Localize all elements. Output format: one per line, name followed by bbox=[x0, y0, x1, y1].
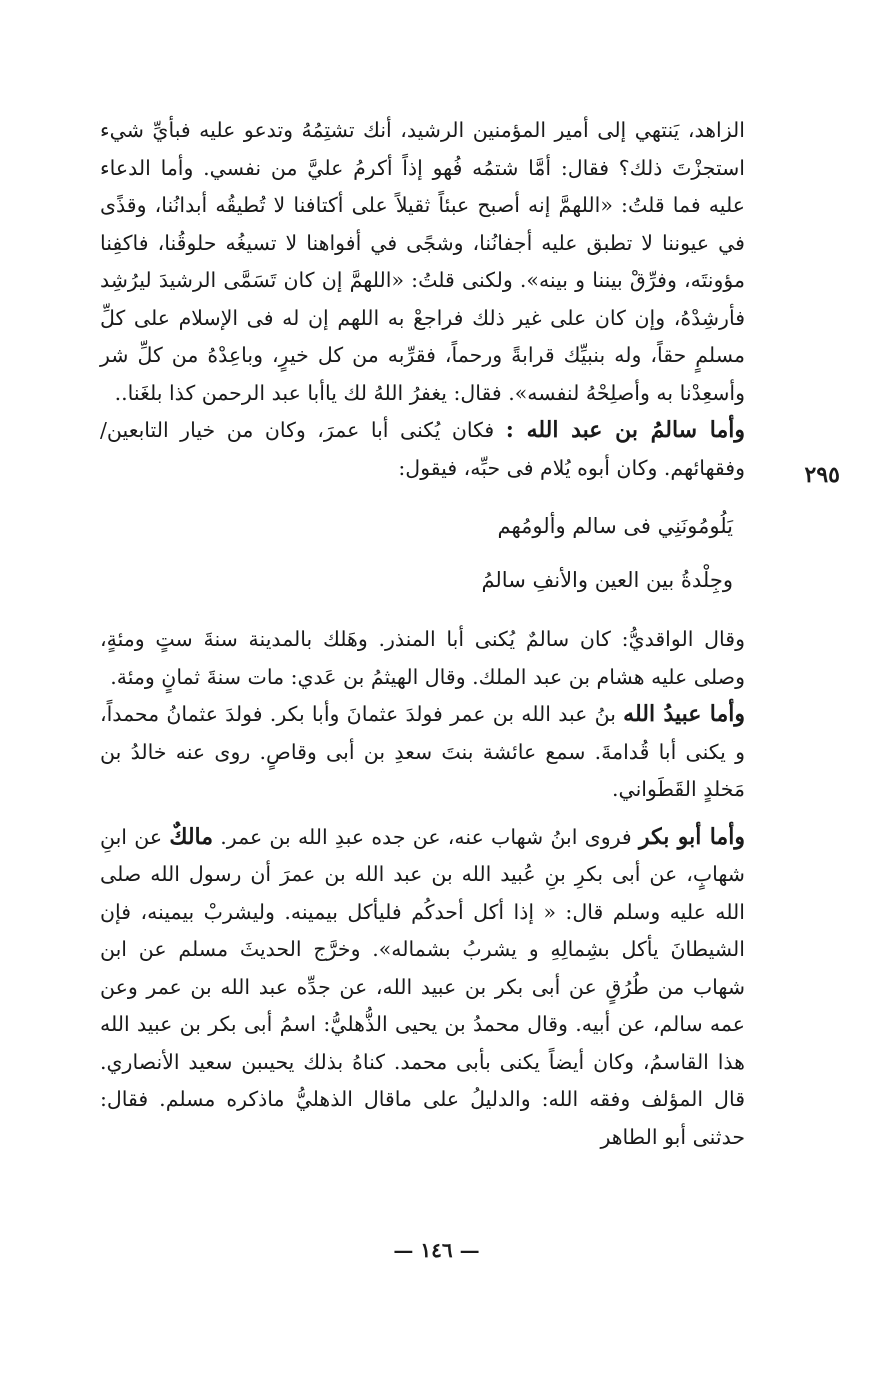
verse bbox=[100, 509, 745, 597]
malik-heading: مالكٌ bbox=[169, 823, 214, 850]
margin-page-number: ٢٩٥ bbox=[804, 462, 840, 488]
page-number-footer: — ١٤٦ — bbox=[393, 1238, 480, 1262]
ubaidullah-heading: وأما عبيدُ الله bbox=[623, 701, 745, 727]
malik-text: عن ابنِ شهابٍ، عن أبى بكرِ بنِ عُبيد الله بن عبد الله بن عمرَ أن رسول الله صلى الله عليه وسلم قال: « إذا أكل أحدكُم فليأكل بيمينه. وليشربْ بيمينه، فإن الشيطانَ يأكل بشِمالِهِ و يشربُ بشماله». وخرَّج الحديثَ مسلم عن ابن شهاب من طُرُقٍ عن أبى بكر بن عبيد الله، عن جدِّه عبد الله بن عمر وعن عمه سالم، عن أبيه. وقال محمدُ بن يحيى الذُّهليُّ: اسمُ أبى بكر بن عبيد الله هذا القاسمُ، وكان أيضاً يكنى بأبى محمد. كناهُ بذلك يحيىبن سعيد الأنصاري. قال المؤلف وفقه الله: والدليلُ على ماقال الذهليُّ ماذكره مسلم. فقال: حدثنى أبو الطاهر bbox=[100, 824, 745, 1149]
abu-bakr-heading: وأما أبو بكر bbox=[638, 823, 745, 850]
ubaidullah-text: بنُ عبد الله بن عمر فولدَ عثمانَ وأبا بكر. فولدَ عثمانُ محمداً، و يكنى أبا قُدامةَ. سمع عائشة بنتَ سعدِ بن أبى وقاصٍ. روى عنه خالدُ بن مَخلدٍ القَطَواني. bbox=[100, 702, 745, 801]
paragraph-5 bbox=[100, 819, 745, 1157]
paragraph-2 bbox=[100, 412, 745, 487]
verse-line-2: وجِلْدةُ بين العين والأنفِ سالمُ bbox=[481, 568, 733, 592]
salim-section bbox=[100, 412, 840, 696]
paragraph-3: وقال الواقديُّ: كان سالمٌ يُكنى أبا المنذر. وهَلك بالمدينة سنةَ ستٍ ومئةٍ، وصلى عليه هشام بن عبد الملك. وقال الهيثمُ بن عَدي: مات سنةَ ثمانٍ ومئة. bbox=[100, 627, 745, 689]
paragraph-4 bbox=[100, 696, 745, 809]
salim-text: فكان يُكنى أبا عمرَ، وكان من خيار التابعين/ وفقهائهم. وكان أبوه يُلام فى حبِّه، فيقول: bbox=[100, 418, 745, 480]
paragraph-1: الزاهد، يَنتهي إلى أمير المؤمنين الرشيد، أنك تشتِمُهُ وتدعو عليه فبأيِّ شيء استجزْتَ ذلك؟ فقال: أمَّا شتمُه فُهو إذاً أكرمُ عليَّ من نفسي. وأما الدعاء عليه فما قلتُ: «اللهمَّ إنه أصبح عبئاً ثقيلاً على أكتافنا لا تُطيقُه أبدانُنا، وقذًى في عيوننا لا تطبق عليه أجفانُنا، وشجًى في أفواهنا لا تسيغُه حلوقُنا، فاكفِنا مؤونتَه، وفرِّقْ بيننا و بينه». ولكنى قلتُ: «اللهمَّ إن كان تَسَمَّى الرشيدَ ليرُشِد فأرشِدْهُ، وإن كان على غير ذلك فراجعْ به اللهم إن له فى الإسلام على كلِّ مسلمٍ حقاً، وله بنبيِّك قرابةً ورحماً، فقرِّبه من كل خيرٍ، وباعِدْهُ من كلِّ شر وأسعِدْنا به وأصلِحْهُ لنفسه». فقال: يغفرُ اللهُ لك ياأبا عبد الرحمن كذا بلغَنا.. bbox=[100, 118, 745, 405]
abu-bakr-text: فروى ابنُ شهاب عنه، عن جده عبدِ الله بن عمر. bbox=[220, 824, 632, 849]
page-body bbox=[100, 112, 840, 1156]
verse-line-1: يَلُومُونَنِي فى سالم وألومُهم bbox=[497, 514, 733, 538]
salim-heading: وأما سالمُ بن عبد الله : bbox=[505, 417, 745, 443]
